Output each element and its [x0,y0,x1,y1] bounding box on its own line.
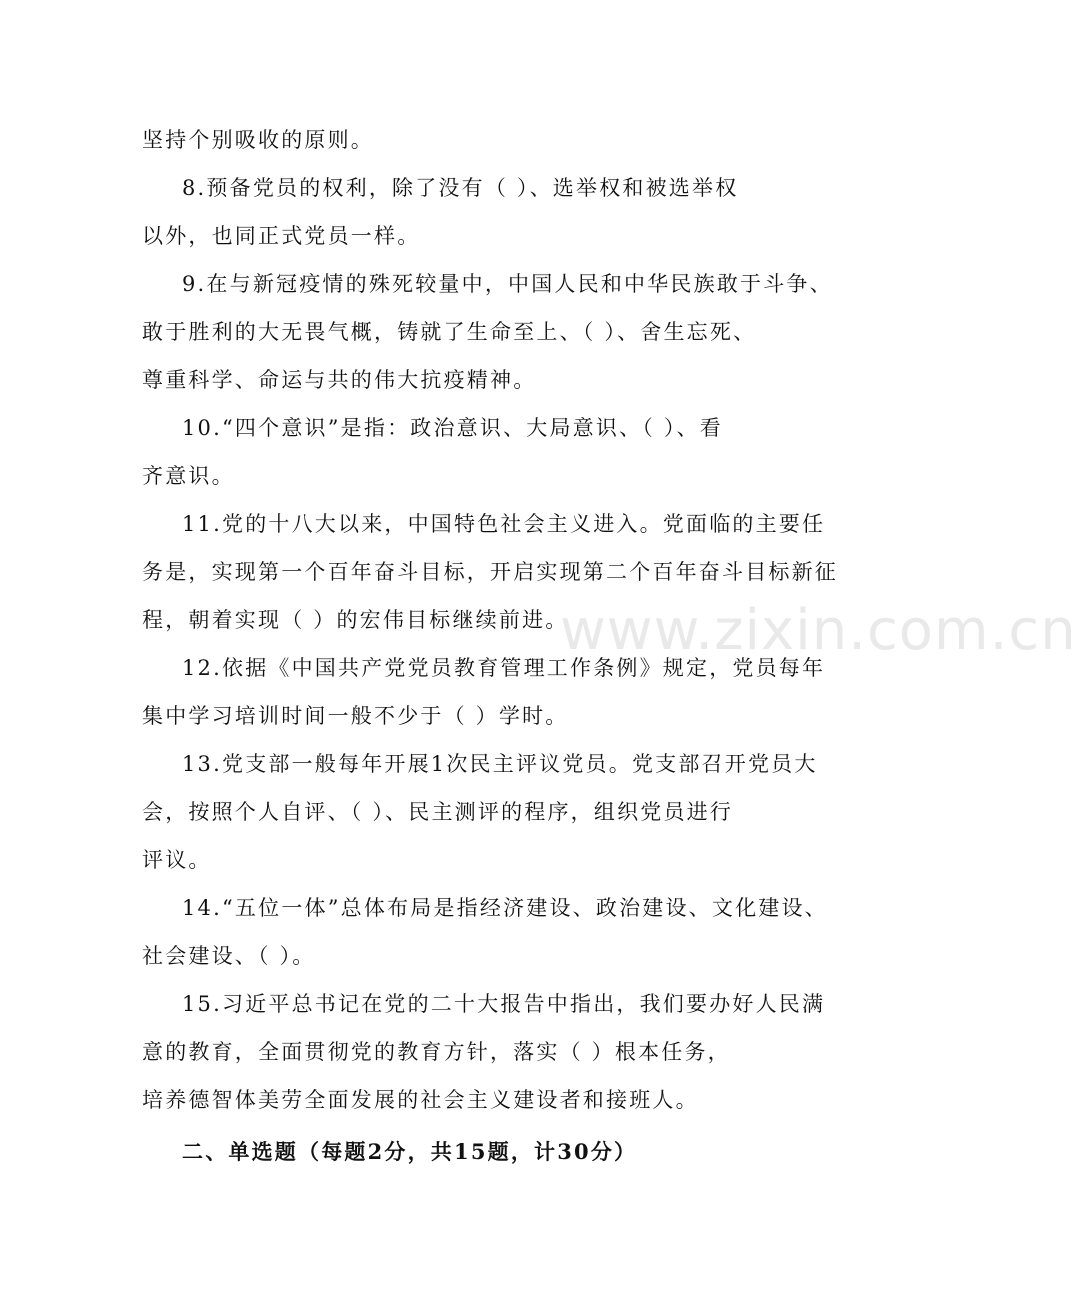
text-line: 会，按照个人自评、（ ）、民主测评的程序，组织党员进行 [142,800,734,824]
text-line: 尊重科学、命运与共的伟大抗疫精神。 [142,368,537,392]
watermark: www.zixin.com.cn [560,598,1077,663]
text-line: 务是，实现第一个百年奋斗目标，开启实现第二个百年奋斗目标新征 [142,560,838,584]
question-14: 14.“五位一体”总体布局是指经济建设、政治建设、文化建设、 [182,896,828,920]
text-line: 坚持个别吸收的原则。 [142,128,374,152]
text-line: 意的教育，全面贯彻党的教育方针，落实（ ）根本任务， [142,1040,731,1064]
text-line: 培养德智体美劳全面发展的社会主义建设者和接班人。 [142,1088,699,1112]
section-heading: 二、单选题（每题2分，共15题，计30分） [182,1139,638,1164]
question-12: 12.依据《中国共产党党员教育管理工作条例》规定，党员每年 [182,656,826,680]
question-9: 9.在与新冠疫情的殊死较量中，中国人民和中华民族敢于斗争、 [182,272,833,296]
text-line: 齐意识。 [142,464,235,488]
text-line: 集中学习培训时间一般不少于（ ）学时。 [142,704,569,728]
question-13: 13.党支部一般每年开展1次民主评议党员。党支部召开党员大 [182,752,818,776]
text-line: 以外，也同正式党员一样。 [142,224,421,248]
text-line: 敢于胜利的大无畏气概，铸就了生命至上、（ ）、舍生忘死、 [142,320,757,344]
question-10: 10.“四个意识”是指：政治意识、大局意识、（ ）、看 [182,416,723,440]
text-line: 社会建设、（ ）。 [142,944,316,968]
text-line: 评议。 [142,848,212,872]
question-8: 8.预备党员的权利，除了没有（ ）、选举权和被选举权 [182,176,739,200]
text-line: 程，朝着实现（ ）的宏伟目标继续前进。 [142,608,569,632]
question-15: 15.习近平总书记在党的二十大报告中指出，我们要办好人民满 [182,992,826,1016]
question-11: 11.党的十八大以来，中国特色社会主义进入。党面临的主要任 [182,512,826,536]
